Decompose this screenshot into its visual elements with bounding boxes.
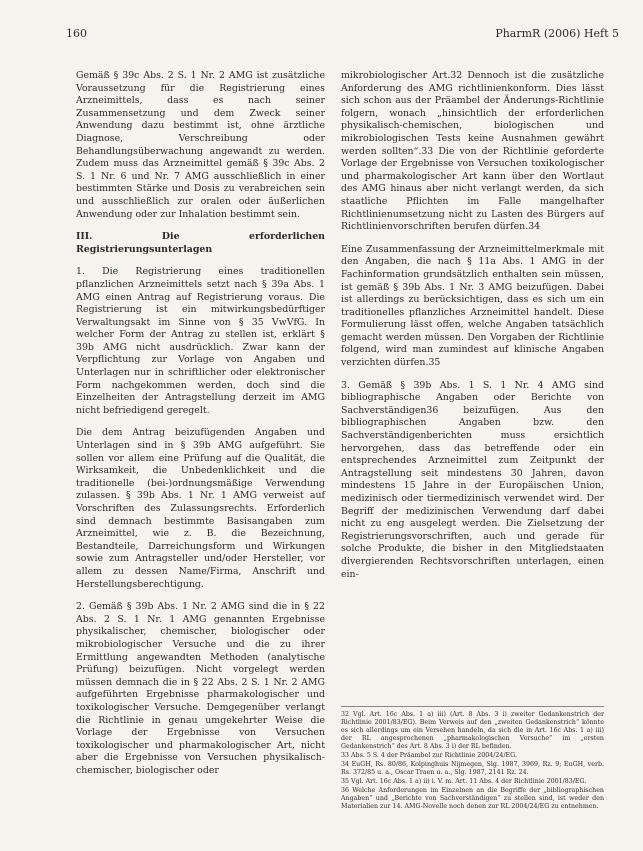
footnote: 35 Vgl. Art. 16c Abs. 1 a) ii) i. V. m. Art. 11 Abs. 4 der Richtlinie 2001/83/EG. — [341, 778, 587, 785]
journal-reference: PharmR (2006) Heft 5 — [495, 27, 619, 40]
footnote: 36 Welche Anforderungen im Einzelnen an die Begriffe der „bibliographischen Angaben“ und „Berichte von Sachverständigen“ zu stellen sind, ist weder den Materialien zur 14. AMG-Novelle noch denen zur RL 2004/24/EG zu entnehmen. — [341, 787, 604, 810]
paragraph: Gemäß § 39c Abs. 2 S. 1 Nr. 2 AMG ist zusätzliche Voraussetzung für die Registrierung eines Arzneimittels, dass es nach seiner Zusammensetzung und dem Zweck seiner Anwendung dazu bestimmt ist, ohne ärztliche Diagnose, Verschreibung oder Behandlungsüberwachung angewandt zu werden. Zudem muss das Arzneimittel gemäß § 39c Abs. 2 S. 1 Nr. 6 und Nr. 7 AMG ausschließlich in einer bestimmten Stärke und Dosis zu verabreichen sein und ausschließlich zur oralen oder äußerlichen Anwendung oder zur Inhalation bestimmt sein. — [76, 70, 325, 220]
section-heading: III. Die erforderlichen Registrierungsunterlagen — [76, 231, 325, 255]
paragraph: Die dem Antrag beizufügenden Angaben und Unterlagen sind in § 39b AMG aufgeführt. Sie sollen vor allem eine Prüfung auf die Qualität, die Wirksamkeit, die Unbedenklichkeit und die traditionelle (bei-)ordnungsmäßige Verwendung zulassen. § 39b Abs. 1 Nr. 1 AMG verweist auf Vorschriften des Zulassungsrechts. Erforderlich sind demnach bestimmte Basisangaben zum Arzneimittel, wie z. B. die Bezeichnung, Bestandteile, Darreichungsform und Wirkungen sowie zum Antragsteller und/oder Hersteller, vor allem zu dessen Name/Firma, Anschrift und Herstellungsberechtigung. — [76, 427, 325, 590]
footnote: 34 EuGH, Rs. 80/86, Kolpinghuis Nijmegen, Slg. 1987, 3969, Rz. 9; EuGH, verb. Rs. 372/85 u. a., Oscar Traen u. a., Slg. 1987, 2141 Rz. 24. — [341, 761, 604, 776]
paragraph: 1. Die Registrierung eines traditionellen pflanzlichen Arzneimittels setzt nach § 39a Abs. 1 AMG einen Antrag auf Registrierung voraus. Die Registrierung ist ein mitwirkungsbedürftiger Verwaltungsakt im Sinne von § 35 VwVfG. In welcher Form der Antrag zu stellen ist, erklärt § 39b AMG nicht ausdrücklich. Zwar kann der Verpflichtung zur Vorlage von Angaben und Unterlagen nur in schriftlicher oder elektronischer Form nachgekommen werden, doch sind die Einzelheiten der Antragstellung derzeit im AMG nicht befriedigend geregelt. — [76, 266, 325, 416]
page-number: 160 — [66, 27, 87, 40]
paragraph: 2. Gemäß § 39b Abs. 1 Nr. 2 AMG sind die in § 22 Abs. 2 S. 1 Nr. 1 AMG genannten Ergebnisse physikalischer, chemischer, biologischer oder mikrobiologischer Versuche und die zu ihrer Ermittlung angewandten Methoden (analytische Prüfung) beizufügen. Nicht vorgelegt werden müssen demnach die in § 22 Abs. 2 S. 1 Nr. 2 AMG aufgeführten Ergebnisse pharmakologischer und toxikologischer Versuche. Demgegenüber verlangt die Richtlinie in genau umgekehrter Weise die Vorlage der Ergebnisse von Versuchen toxikologischer und pharmakologischer Art, nicht aber die Ergebnisse von Versuchen physikalisch-chemischer, biologischer oder — [76, 601, 325, 776]
paragraph: mikrobiologischer Art.32 Dennoch ist die zusätzliche Anforderung des AMG richtlinienkonform. Dies lässt sich schon aus der Präambel der Änderungs-Richtlinie folgern, wonach „hinsichtlich der erforderlichen physikalisch-chemischen, biologischen und mikrobiologischen Tests keine Ausnahmen gewährt werden sollten“.33 Die von der Richtlinie geforderte Vorlage der Ergebnisse von Versuchen toxikologischer und pharmakologischer Art kann über den Wortlaut des AMG hinaus aber nicht verlangt werden, da sich staatliche Pflichten im Falle mangelhafter Richtlinienumsetzung nicht zu Lasten des Bürgers auf Richtlinienvorschriften berufen dürfen.34 — [341, 70, 604, 233]
paragraph: Eine Zusammenfassung der Arzneimittelmerkmale mit den Angaben, die nach § 11a Abs. 1 AMG in der Fachinformation grundsätzlich enthalten sein müssen, ist gemäß § 39b Abs. 1 Nr. 3 AMG beizufügen. Dabei ist allerdings zu berücksichtigen, dass es sich um ein traditionelles pflanzliches Arzneimittel handelt. Diese Formulierung lässt offen, welche Angaben tatsächlich gemacht werden müssen. Den Vorgaben der Richtlinie folgend, wird man zumindest auf klinische Angaben verzichten dürfen.35 — [341, 243, 604, 369]
paragraph: 3. Gemäß § 39b Abs. 1 S. 1 Nr. 4 AMG sind bibliographische Angaben oder Berichte von Sachverständigen36 beizufügen. Aus den bibliographischen Angaben bzw. den Sachverständigenberichten muss ersichtlich hervorgehen, dass das betreffende oder ein entsprechendes Arzneimittel zum Zeitpunkt der Antragstellung seit mindestens 30 Jahren, davon mindestens 15 Jahre in der Europäischen Union, medizinisch oder tiermedizinisch verwendet wird. Der Begriff der medizinischen Verwendung darf dabei nicht zu eng ausgelegt werden. Die Zielsetzung der Registrierungsvorschriften, auch und gerade für solche Produkte, die bisher in den Mitgliedstaaten divergierenden Rechtsvorschriften unterlagen, einen ein- — [341, 379, 604, 580]
left-column — [76, 70, 325, 787]
footnote: 32 Vgl. Art. 16c Abs. 1 a) iii) (Art. 8 Abs. 3 i) zweiter Gedankenstrich der Richtlinie 2001/83/EG). Beim Verweis auf den „zweiten Gedankenstrich“ könnte es sich allerdings um ein Versehen handeln, da sich die in Art. 16c Abs. 1 a) iii) der RL angesprochenen „pharmakologischen Versuche“ im „ersten Gedankenstrich“ des Art. 8 Abs. 3 i) der RL befinden. — [341, 711, 604, 750]
footnotes — [341, 706, 604, 812]
right-column — [341, 70, 604, 591]
footnote: 33 Abs. 5 S. 4 der Präambel zur Richtlinie 2004/24/EG. — [341, 752, 517, 759]
page-header — [66, 27, 619, 40]
